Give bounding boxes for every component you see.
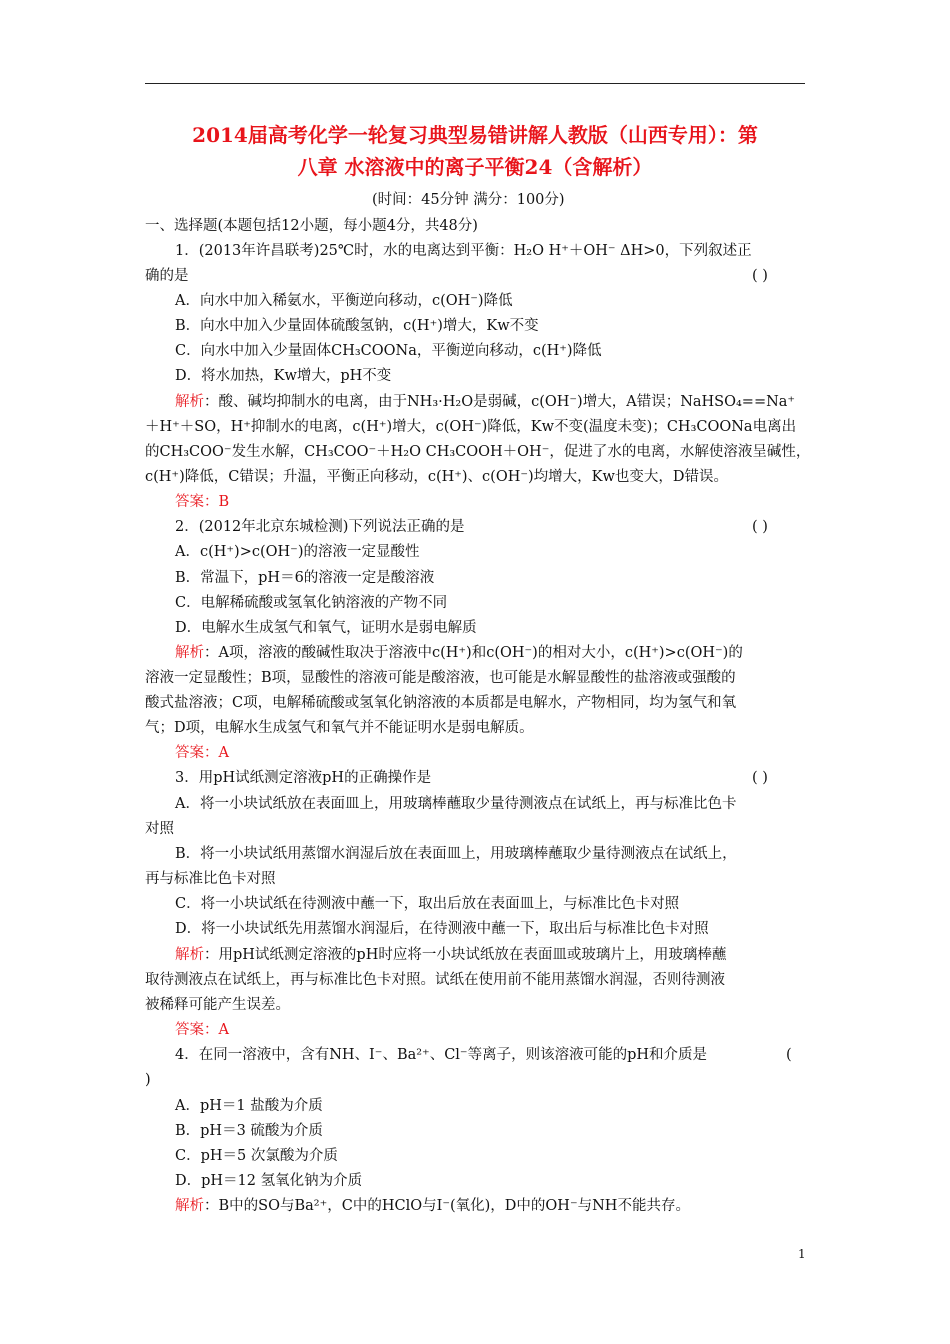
q2-stem: 2．(2012年北京东城检测)下列说法正确的是 bbox=[175, 519, 465, 535]
page-number: 1 bbox=[798, 1247, 806, 1261]
q4-answer-blank-open: ( bbox=[786, 1047, 792, 1063]
explanation-label: 解析 bbox=[175, 1198, 204, 1214]
q3-explanation-line-2: 取待测液点在试纸上，再与标准比色卡对照。试纸在使用前不能用蒸馏水润湿，否则待测液 bbox=[145, 972, 725, 988]
q4-option-a: A．pH＝1 盐酸为介质 bbox=[175, 1098, 323, 1114]
document-title-line-2: 八章 水溶液中的离子平衡24（含解析） bbox=[297, 155, 653, 179]
q1-explanation-line-2: ＋H⁺＋SO，H⁺抑制水的电离，c(H⁺)增大，c(OH⁻)降低，Kw不变(温度未变)；CH₃COONa电离出 bbox=[145, 419, 797, 435]
q4-explanation-line-1: 解析：B中的SO与Ba²⁺，C中的HClO与I⁻(氧化)，D中的OH⁻与NH不能共存。 bbox=[175, 1198, 690, 1214]
q3-explanation-line-3: 被稀释可能产生误差。 bbox=[145, 997, 290, 1013]
explanation-label: 解析 bbox=[175, 394, 204, 410]
q3-answer: 答案：A bbox=[175, 1022, 229, 1038]
q3-option-a-line-2: 对照 bbox=[145, 821, 174, 837]
q2-explanation-line-3: 酸式盐溶液；C项，电解稀硫酸或氢氧化钠溶液的本质都是电解水，产物相同，均为氢气和氧 bbox=[145, 695, 737, 711]
q1-explanation-line-3: 的CH₃COO⁻发生水解，CH₃COO⁻＋H₂O CH₃COOH＋OH⁻，促进了水的电离，水解使溶液呈碱性， bbox=[145, 444, 811, 460]
q3-option-c: C．将一小块试纸在待测液中蘸一下，取出后放在表面皿上，与标准比色卡对照 bbox=[175, 896, 680, 912]
q1-option-a: A．向水中加入稀氨水，平衡逆向移动，c(OH⁻)降低 bbox=[175, 293, 513, 309]
q2-option-a: A．c(H⁺)>c(OH⁻)的溶液一定显酸性 bbox=[175, 544, 420, 560]
q2-explanation-line-4: 气；D项，电解水生成氢气和氧气并不能证明水是弱电解质。 bbox=[145, 720, 534, 736]
q2-answer: 答案：A bbox=[175, 745, 229, 761]
q1-answer: 答案：B bbox=[175, 494, 230, 510]
q3-stem: 3．用pH试纸测定溶液pH的正确操作是 bbox=[175, 770, 432, 786]
section-heading: 一、选择题(本题包括12小题，每小题4分，共48分) bbox=[145, 218, 478, 234]
q3-option-a-line-1: A．将一小块试纸放在表面皿上，用玻璃棒蘸取少量待测液点在试纸上，再与标准比色卡 bbox=[175, 796, 737, 812]
q1-stem-line-1: 1．(2013年许昌联考)25℃时，水的电离达到平衡：H₂O H⁺＋OH⁻ ΔH>0，下列叙述正 bbox=[175, 243, 752, 259]
q1-explanation-line-4: c(H⁺)降低，C错误；升温，平衡正向移动，c(H⁺)、c(OH⁻)均增大，Kw也变大，D错误。 bbox=[145, 469, 729, 485]
q3-option-b-line-1: B．将一小块试纸用蒸馏水润湿后放在表面皿上，用玻璃棒蘸取少量待测液点在试纸上， bbox=[175, 846, 737, 862]
document-title-line-1: 2014届高考化学一轮复习典型易错讲解人教版（山西专用）：第 bbox=[192, 123, 758, 147]
q4-option-b: B．pH＝3 硫酸为介质 bbox=[175, 1123, 323, 1139]
q1-explanation-line-1: 解析：酸、碱均抑制水的电离，由于NH₃·H₂O是弱碱，c(OH⁻)增大，A错误；NaHSO₄==Na⁺ bbox=[175, 394, 796, 410]
q2-option-c: C．电解稀硫酸或氢氧化钠溶液的产物不同 bbox=[175, 595, 448, 611]
time-score-meta: (时间：45分钟 满分：100分) bbox=[372, 192, 565, 208]
q1-stem-line-2: 确的是 bbox=[145, 268, 189, 284]
q1-option-d: D．将水加热，Kw增大，pH不变 bbox=[175, 368, 392, 384]
explanation-label: 解析 bbox=[175, 645, 204, 661]
q3-answer-blank: ( ) bbox=[752, 770, 768, 786]
q4-answer-blank-close: ) bbox=[145, 1072, 151, 1088]
header-rule bbox=[145, 83, 805, 84]
q1-option-b: B．向水中加入少量固体硫酸氢钠，c(H⁺)增大，Kw不变 bbox=[175, 318, 539, 334]
q2-explanation-line-1: 解析：A项，溶液的酸碱性取决于溶液中c(H⁺)和c(OH⁻)的相对大小，c(H⁺)>c(OH⁻)的 bbox=[175, 645, 743, 661]
q4-option-d: D．pH＝12 氢氧化钠为介质 bbox=[175, 1173, 363, 1189]
q2-option-b: B．常温下，pH＝6的溶液一定是酸溶液 bbox=[175, 570, 435, 586]
q4-option-c: C．pH＝5 次氯酸为介质 bbox=[175, 1148, 338, 1164]
q1-answer-blank: ( ) bbox=[752, 268, 768, 284]
q4-stem: 4．在同一溶液中，含有NH、I⁻、Ba²⁺、Cl⁻等离子，则该溶液可能的pH和介质是 bbox=[175, 1047, 708, 1063]
explanation-label: 解析 bbox=[175, 947, 204, 963]
q2-explanation-line-2: 溶液一定显酸性；B项，显酸性的溶液可能是酸溶液，也可能是水解显酸性的盐溶液或强酸的 bbox=[145, 670, 736, 686]
q3-option-b-line-2: 再与标准比色卡对照 bbox=[145, 871, 276, 887]
q3-option-d: D．将一小块试纸先用蒸馏水润湿后，在待测液中蘸一下，取出后与标准比色卡对照 bbox=[175, 921, 709, 937]
q2-option-d: D．电解水生成氢气和氧气，证明水是弱电解质 bbox=[175, 620, 477, 636]
q3-explanation-line-1: 解析：用pH试纸测定溶液的pH时应将一小块试纸放在表面皿或玻璃片上，用玻璃棒蘸 bbox=[175, 947, 727, 963]
q1-option-c: C．向水中加入少量固体CH₃COONa，平衡逆向移动，c(H⁺)降低 bbox=[175, 343, 602, 359]
q2-answer-blank: ( ) bbox=[752, 519, 768, 535]
